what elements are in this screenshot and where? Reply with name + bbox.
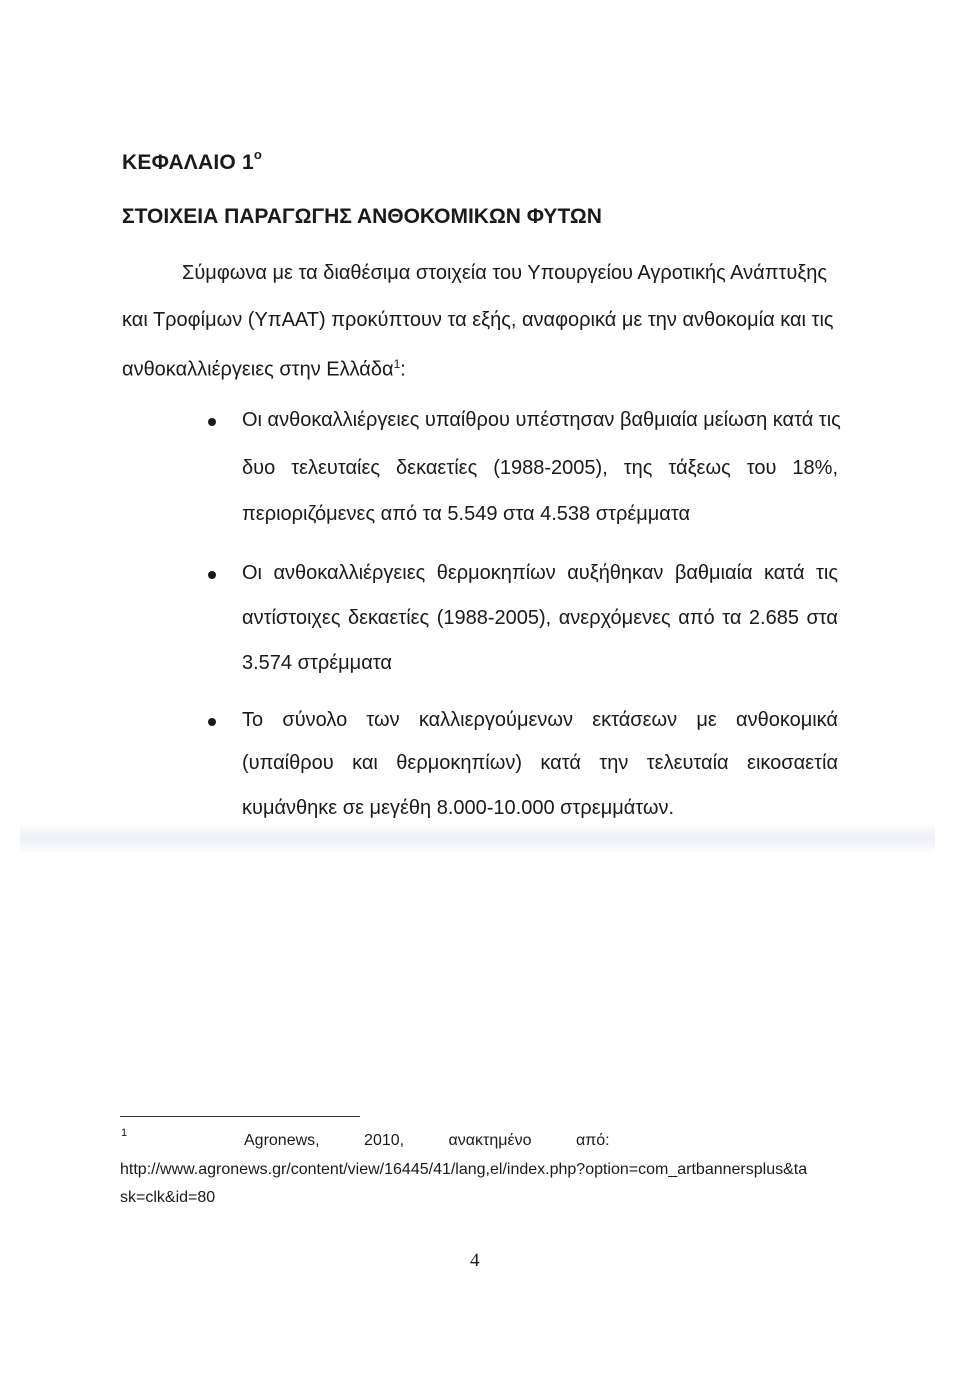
bullet-1-line-1: Οι ανθοκαλλιέργειες υπαίθρου υπέστησαν βαθμιαία μείωση κατά τις <box>242 409 841 431</box>
page-number: 4 <box>470 1250 480 1271</box>
intro-line-1: Σύμφωνα με τα διαθέσιμα στοιχεία του Υπουργείου Αγροτικής Ανάπτυξης <box>182 262 828 284</box>
bullet-1-line-3: περιοριζόμενες από τα 5.549 στα 4.538 στρέμματα <box>242 503 691 525</box>
footnote-url-line-2: sk=clk&id=80 <box>120 1189 216 1206</box>
footnote-reference: 1 <box>393 357 401 371</box>
intro-line-3-text: ανθοκαλλιέργειες στην Ελλάδα <box>122 358 394 381</box>
scan-artifact-band <box>20 822 935 856</box>
bullet-2-line-3: 3.574 στρέμματα <box>242 652 392 674</box>
intro-line-3 <box>122 352 406 382</box>
bullet-1-line-2: δυο τελευταίες δεκαετίες (1988-2005), της τάξεως του 18%, <box>242 457 838 479</box>
bullet-2-line-2: αντίστοιχες δεκαετίες (1988-2005), ανερχόμενες από τα 2.685 στα <box>242 607 838 629</box>
chapter-heading <box>122 149 262 175</box>
footnote-line-1: Agronews, 2010, ανακτημένο από: <box>244 1132 610 1149</box>
chapter-superscript: ο <box>253 147 263 162</box>
footnote-url-line-1: http://www.agronews.gr/content/view/16445/41/lang,el/index.php?option=com_artbannersplus&ta <box>120 1161 808 1178</box>
bullet-dot-2 <box>208 571 216 579</box>
bullet-dot-3 <box>208 718 216 726</box>
section-title: ΣΤΟΙΧΕΙΑ ΠΑΡΑΓΩΓΗΣ ΑΝΘΟΚΟΜΙΚΩΝ ΦΥΤΩΝ <box>122 205 602 228</box>
bullet-3-line-3: κυμάνθηκε σε μεγέθη 8.000-10.000 στρεμμάτων. <box>242 797 675 819</box>
bullet-3-line-2: (υπαίθρου και θερμοκηπίων) κατά την τελευταία εικοσαετία <box>242 752 838 774</box>
bullet-2-line-1: Οι ανθοκαλλιέργειες θερμοκηπίων αυξήθηκαν βαθμιαία κατά τις <box>242 562 838 584</box>
intro-line-3-colon: : <box>400 358 406 381</box>
footnote-mark: 1 <box>121 1127 128 1139</box>
bullet-3-line-1: Το σύνολο των καλλιεργούμενων εκτάσεων με ανθοκομικά <box>242 709 838 731</box>
footnote-separator <box>120 1116 360 1117</box>
bullet-dot-1 <box>208 418 216 426</box>
chapter-label: ΚΕΦΑΛΑΙΟ 1 <box>122 151 254 174</box>
intro-line-2: και Τροφίμων (ΥπΑΑΤ) προκύπτουν τα εξής, αναφορικά με την ανθοκομία και τις <box>122 309 834 331</box>
